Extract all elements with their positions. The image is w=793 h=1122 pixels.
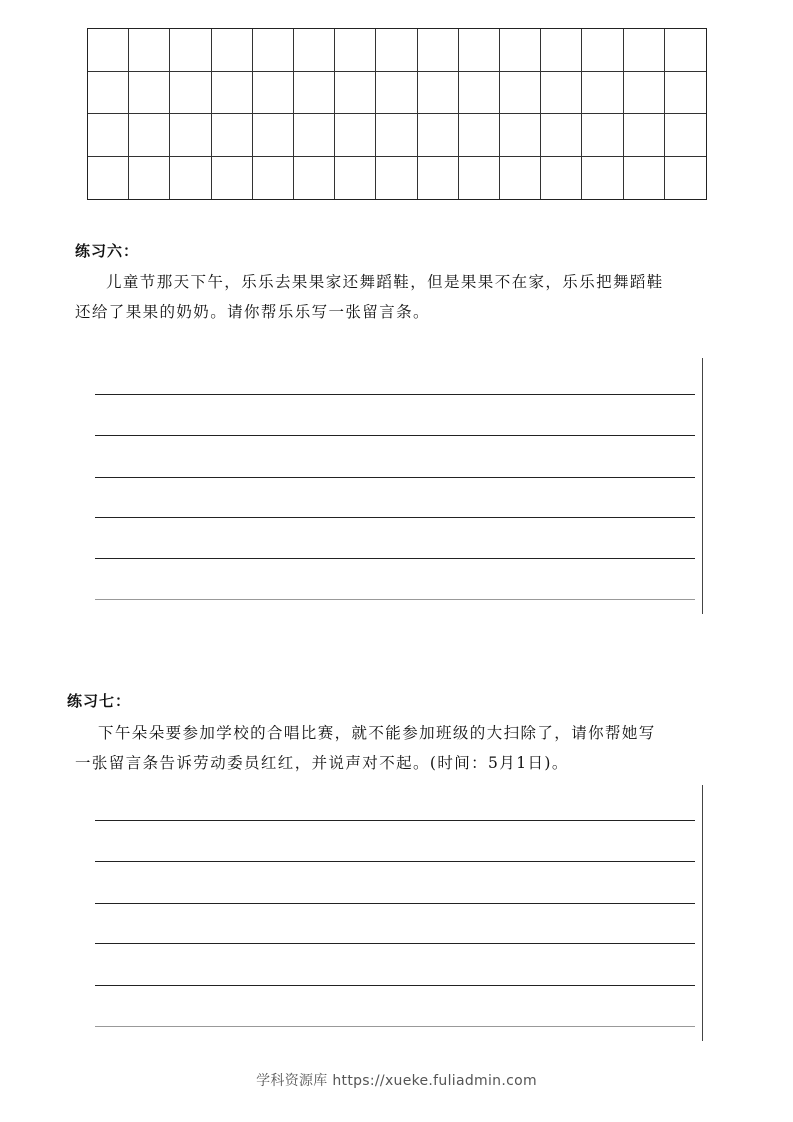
exercise-7-prompt-line-2: 一张留言条告诉劳动委员红红，并说声对不起。(时间：5月1日)。	[75, 754, 569, 772]
grid-cell[interactable]	[418, 114, 459, 157]
writing-line[interactable]	[95, 943, 695, 944]
exercise-7-prompt-line-1: 下午朵朵要参加学校的合唱比赛，就不能参加班级的大扫除了，请你帮她写	[98, 724, 656, 742]
grid-cell[interactable]	[541, 29, 582, 72]
grid-cell[interactable]	[88, 114, 129, 157]
grid-cell[interactable]	[170, 157, 211, 200]
grid-cell[interactable]	[376, 157, 417, 200]
grid-cell[interactable]	[582, 72, 623, 115]
grid-cell[interactable]	[459, 157, 500, 200]
grid-cell[interactable]	[335, 157, 376, 200]
grid-cell[interactable]	[253, 29, 294, 72]
grid-cell[interactable]	[376, 114, 417, 157]
grid-cell[interactable]	[129, 29, 170, 72]
grid-cell[interactable]	[88, 72, 129, 115]
margin-line	[702, 785, 703, 1041]
grid-cell[interactable]	[335, 114, 376, 157]
exercise-7-heading: 练习七：	[67, 692, 132, 710]
grid-cell[interactable]	[500, 72, 541, 115]
grid-cell[interactable]	[212, 72, 253, 115]
grid-cell[interactable]	[665, 72, 706, 115]
writing-line[interactable]	[95, 1026, 695, 1027]
grid-cell[interactable]	[459, 29, 500, 72]
writing-line[interactable]	[95, 558, 695, 559]
grid-cell[interactable]	[294, 72, 335, 115]
grid-cell[interactable]	[253, 72, 294, 115]
exercise-6-prompt-line-2: 还给了果果的奶奶。请你帮乐乐写一张留言条。	[75, 303, 430, 321]
grid-cell[interactable]	[294, 114, 335, 157]
exercise-6-prompt-line-1: 儿童节那天下午，乐乐去果果家还舞蹈鞋，但是果果不在家，乐乐把舞蹈鞋	[106, 273, 664, 291]
grid-cell[interactable]	[582, 29, 623, 72]
grid-cell[interactable]	[582, 114, 623, 157]
grid-cell[interactable]	[376, 29, 417, 72]
grid-cell[interactable]	[129, 114, 170, 157]
writing-line[interactable]	[95, 820, 695, 821]
writing-line[interactable]	[95, 435, 695, 436]
grid-cell[interactable]	[624, 72, 665, 115]
footer-watermark: 学科资源库 https://xueke.fuliadmin.com	[256, 1073, 537, 1089]
margin-line	[702, 358, 703, 614]
writing-line[interactable]	[95, 394, 695, 395]
writing-line[interactable]	[95, 517, 695, 518]
grid-cell[interactable]	[541, 157, 582, 200]
writing-line[interactable]	[95, 903, 695, 904]
writing-line[interactable]	[95, 599, 695, 600]
grid-cell[interactable]	[212, 157, 253, 200]
writing-line[interactable]	[95, 985, 695, 986]
grid-cell[interactable]	[170, 72, 211, 115]
exercise-6-heading: 练习六：	[75, 242, 140, 260]
grid-cell[interactable]	[376, 72, 417, 115]
grid-cell[interactable]	[500, 114, 541, 157]
grid-cell[interactable]	[212, 29, 253, 72]
grid-cell[interactable]	[129, 157, 170, 200]
grid-cell[interactable]	[88, 157, 129, 200]
grid-cell[interactable]	[212, 114, 253, 157]
grid-cell[interactable]	[541, 114, 582, 157]
grid-cell[interactable]	[129, 72, 170, 115]
grid-cell[interactable]	[582, 157, 623, 200]
grid-cell[interactable]	[500, 157, 541, 200]
grid-cell[interactable]	[170, 29, 211, 72]
grid-cell[interactable]	[459, 114, 500, 157]
grid-cell[interactable]	[418, 29, 459, 72]
grid-cell[interactable]	[253, 114, 294, 157]
character-grid[interactable]	[87, 28, 707, 200]
grid-cell[interactable]	[624, 157, 665, 200]
grid-cell[interactable]	[665, 157, 706, 200]
grid-cell[interactable]	[418, 72, 459, 115]
grid-cell[interactable]	[624, 29, 665, 72]
grid-cell[interactable]	[500, 29, 541, 72]
grid-cell[interactable]	[294, 29, 335, 72]
writing-line[interactable]	[95, 861, 695, 862]
exercise-6-writing-area[interactable]	[95, 358, 705, 614]
grid-cell[interactable]	[624, 114, 665, 157]
exercise-7-writing-area[interactable]	[95, 785, 705, 1041]
grid-cell[interactable]	[253, 157, 294, 200]
grid-cell[interactable]	[459, 72, 500, 115]
grid-cell[interactable]	[88, 29, 129, 72]
writing-line[interactable]	[95, 477, 695, 478]
grid-cell[interactable]	[335, 72, 376, 115]
grid-cell[interactable]	[294, 157, 335, 200]
grid-cell[interactable]	[170, 114, 211, 157]
grid-cell[interactable]	[335, 29, 376, 72]
grid-cell[interactable]	[665, 114, 706, 157]
grid-cell[interactable]	[665, 29, 706, 72]
grid-cell[interactable]	[418, 157, 459, 200]
grid-cell[interactable]	[541, 72, 582, 115]
